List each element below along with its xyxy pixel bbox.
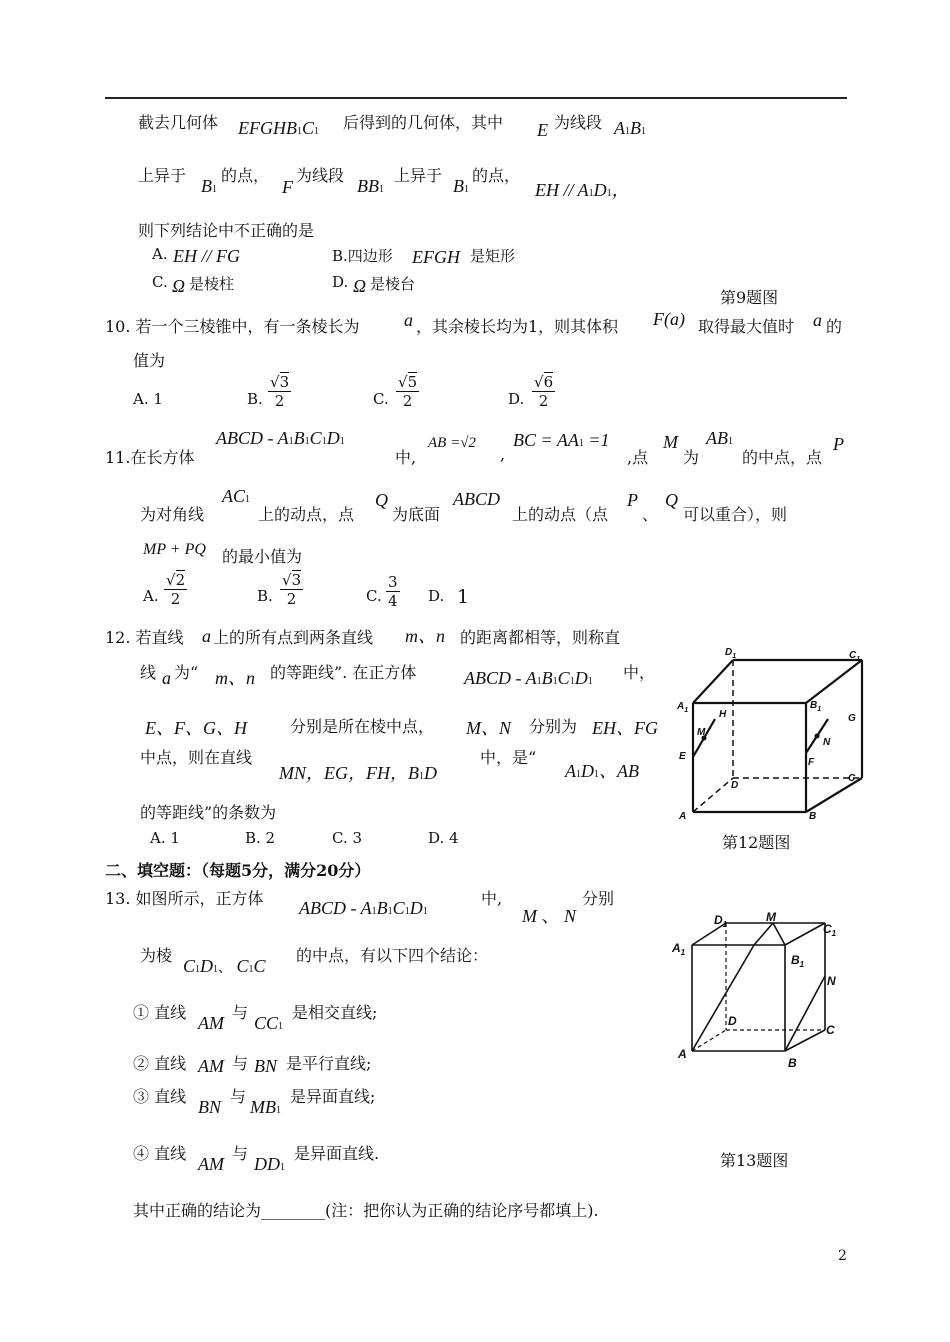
q10-option-a: A. 1 [133, 390, 163, 408]
q12-line4-a: 中点，则在直线 [140, 748, 253, 767]
svg-text:C1: $C_1$ [849, 650, 861, 663]
q13-am-3: AM [198, 1154, 224, 1174]
q12-cube-figure [675, 645, 865, 830]
q9-segment-a1b1: A1B1 [614, 118, 646, 138]
q9-omega-c: Ω [172, 276, 186, 296]
q9-point-e: E [537, 120, 548, 140]
q12-efgh: E、F、G、H [145, 718, 247, 738]
q12-solid: ABCD - A1B1C1D1 [464, 668, 593, 688]
q11-option-c-frac: $\frac{3}{4}$ [388, 573, 398, 610]
svg-text:D: D [731, 780, 739, 791]
q12-line3-b: 分别为 [529, 717, 578, 736]
q9-point-f: F [282, 177, 293, 197]
q10-option-c-frac: $\frac{√5}{2}$ [398, 373, 418, 410]
q11-line1-e: 为 [683, 448, 700, 467]
q11-point-p2: P [627, 490, 638, 510]
q11-line2-b: 上的动点，点 [258, 505, 355, 524]
q10-var-a: a [404, 310, 413, 330]
q12-m-n-2: m、n [215, 668, 255, 688]
q9-line2-d: 上异于 [394, 166, 443, 185]
q9-option-a-math: EH // FG [173, 246, 240, 266]
svg-text:D1: $D_1$ [714, 913, 728, 929]
q13-conclusion-1-b: 与 [232, 1003, 249, 1022]
q11-line1-b: 中, [395, 448, 417, 467]
q11-ac1: AC1 [222, 486, 251, 506]
q13-line1-b: 中, [481, 889, 503, 908]
svg-text:A1: $A_1$ [677, 701, 689, 714]
q11-line1-d: ,点 [627, 448, 649, 467]
svg-text:F: F [808, 757, 815, 768]
q11-line1-f: 的中点，点 [742, 448, 823, 467]
q12-line1-b: 上的所有点到两条直线 [213, 628, 374, 647]
q12-line1-a: 12. 若直线 [105, 628, 184, 647]
svg-text:M: M [697, 727, 706, 738]
q11-option-d-value: 1 [457, 586, 470, 608]
q9-option-c-end: 是棱柱 [189, 275, 235, 293]
q13-cc1: CC1 [254, 1013, 284, 1033]
q12-option-a: A. 1 [150, 829, 180, 847]
q12-line5: 的等距线”的条数为 [140, 803, 277, 822]
q9-figure-caption: 第9题图 [720, 288, 779, 307]
q12-option-c: C. 3 [332, 829, 363, 847]
q10-line1-d: 的 [826, 317, 843, 336]
q9-omega-d: Ω [353, 276, 367, 296]
q13-conclusion-2-c: 是平行直线; [286, 1054, 372, 1073]
q9-seg-label: 为线段 [554, 113, 603, 132]
q11-point-q: Q [375, 490, 388, 510]
q13-conclusion-3-c: 是异面直线; [290, 1087, 376, 1106]
q13-conclusion-3-b: 与 [230, 1087, 247, 1106]
q13-bn-1: BN [254, 1056, 278, 1076]
q13-conclusion-3-a: ③ 直线 [133, 1087, 187, 1106]
q13-line1-a: 13. 如图所示，正方体 [105, 889, 264, 908]
q13-conclusion-2-a: ② 直线 [133, 1054, 187, 1073]
q12-line2-c: 的等距线”. 在正方体 [270, 663, 417, 682]
q10-line1-a: 10. 若一个三棱锥中，有一条棱长为 [105, 317, 360, 336]
page-number: 2 [838, 1248, 847, 1264]
q12-lines: MN，EG，FH，B1D [279, 763, 437, 783]
q9-line2-b: 的点， [221, 166, 270, 185]
q11-option-a-frac: $\frac{√2}{2}$ [166, 571, 186, 608]
q11-line2-e: 、 [642, 505, 659, 524]
q13-conclusion-1-a: ① 直线 [133, 1003, 187, 1022]
q9-line2-a: 上异于 [138, 166, 187, 185]
q12-a1d1-ab: A1D1、AB [565, 761, 639, 781]
top-rule [105, 97, 847, 99]
q12-var-a: a [202, 626, 211, 646]
svg-text:A: A [679, 811, 687, 822]
q12-option-b: B. 2 [245, 829, 276, 847]
q11-option-d: D. [428, 587, 445, 605]
q11-option-c: C. [366, 587, 382, 605]
q10-line2: 值为 [133, 351, 166, 370]
q9-option-b-math: EFGH [412, 247, 460, 267]
svg-text:B: B [809, 811, 817, 822]
svg-text:A1: $A_1$ [672, 941, 686, 957]
q12-line2-d: 中， [623, 663, 656, 682]
q9-b1-a: B1 [201, 176, 217, 196]
svg-text:C: C [826, 1023, 835, 1037]
q9-option-b-end: 是矩形 [470, 247, 516, 265]
q9-option-d: D. [332, 273, 349, 291]
q11-line2-d: 上的动点（点 [512, 505, 609, 524]
svg-text:B1: $B_1$ [791, 953, 805, 969]
q12-line1-c: 的距离都相等，则称直 [460, 628, 621, 647]
q9-solid-label: EFGHB1C1 [238, 118, 319, 138]
svg-text:C1: $C_1$ [823, 922, 837, 938]
q11-line3: 的最小值为 [222, 547, 303, 566]
q11-ab-sqrt2: AB =√2 [428, 435, 476, 451]
q9-line1: 截去几何体 [138, 113, 219, 132]
q12-eh-fg: EH、FG [592, 718, 658, 738]
q10-option-c: C. [373, 390, 389, 408]
q10-line1-c: 取得最大值时 [698, 317, 795, 336]
q12-line3-a: 分别是所在棱中点， [290, 717, 435, 736]
q9-b1-b: B1 [453, 176, 469, 196]
q11-mp-pq: MP + PQ [143, 541, 206, 558]
q10-option-d: D. [508, 390, 525, 408]
q13-am-1: AM [198, 1013, 224, 1033]
q10-option-b-frac: $\frac{√3}{2}$ [270, 373, 290, 410]
q13-dd1: DD1 [254, 1154, 285, 1174]
q9-option-b: B.四边形 [332, 247, 393, 265]
svg-text:A: A [678, 1047, 687, 1061]
q9-line2-e: 的点， [472, 166, 521, 185]
q11-solid: ABCD - A1B1C1D1 [216, 428, 345, 448]
q9-option-a: A. [152, 245, 168, 263]
svg-text:N: N [827, 974, 836, 988]
svg-text:C: C [848, 773, 856, 784]
q12-line2-a: 线 [140, 663, 157, 682]
q12-m-n-points: M、N [466, 718, 511, 738]
q10-option-b: B. [247, 390, 263, 408]
q12-option-d: D. 4 [428, 829, 459, 847]
q13-am-2: AM [198, 1056, 224, 1076]
svg-text:D1: $D_1$ [725, 647, 737, 660]
q12-figure-caption: 第12题图 [722, 833, 791, 852]
q12-line2-b: 为“ [174, 663, 199, 682]
q13-line2-b: 的中点，有以下四个结论： [296, 946, 489, 965]
svg-text:H: H [719, 709, 727, 720]
q9-line2-c: 为线段 [296, 166, 345, 185]
q9-eh-parallel-a1d1: EH // A1D1， [535, 180, 630, 200]
q11-option-b-frac: $\frac{√3}{2}$ [282, 571, 302, 608]
q13-m-n: M 、 N [522, 906, 577, 926]
q9-line3: 则下列结论中不正确的是 [138, 221, 315, 240]
q11-option-b: B. [257, 587, 273, 605]
q10-option-d-frac: $\frac{√6}{2}$ [534, 373, 554, 410]
svg-text:G: G [848, 713, 856, 724]
svg-text:B: B [788, 1056, 797, 1070]
q13-mb1: MB1 [250, 1097, 281, 1117]
svg-text:D: D [728, 1014, 737, 1028]
q9-option-c: C. [152, 273, 168, 291]
q10-line1-b: ，其余棱长均为1，则其体积 [416, 317, 619, 336]
q11-line2-f: 可以重合），则 [683, 505, 788, 524]
q11-option-a: A. [143, 587, 159, 605]
q13-line2-a: 为棱 [140, 946, 173, 965]
q13-figure-caption: 第13题图 [720, 1151, 789, 1170]
q11-ab1: AB1 [706, 428, 733, 448]
q13-line1-c: 分别 [582, 889, 615, 908]
q13-bn-2: BN [198, 1097, 222, 1117]
q11-point-p: P [833, 434, 844, 454]
svg-text:N: N [823, 737, 831, 748]
q13-edges: C1D1、 C1C [183, 956, 266, 976]
q11-line1-c: , [500, 445, 506, 464]
svg-text:B1: $B_1$ [810, 700, 822, 713]
q11-bc-aa1: BC = AA1 =1 [513, 430, 610, 450]
q13-solid: ABCD - A1B1C1D1 [299, 898, 428, 918]
q9-bb1: BB1 [357, 176, 384, 196]
q11-line1-a: 11.在长方体 [105, 448, 195, 467]
q13-conclusion-2-b: 与 [232, 1054, 249, 1073]
q12-m-n: m、n [405, 626, 445, 646]
q10-fa: F(a) [653, 309, 685, 329]
q10-var-a2: a [813, 310, 822, 330]
q13-conclusion-1-c: 是相交直线; [292, 1003, 378, 1022]
q13-conclusion-4-c: 是异面直线. [294, 1144, 380, 1163]
svg-text:E: E [679, 751, 686, 762]
q13-conclusion-4-a: ④ 直线 [133, 1144, 187, 1163]
q13-cube-figure [670, 910, 850, 1075]
section-title-fill-in: 二、填空题：（每题5分，满分20分） [105, 861, 371, 880]
q9-option-d-end: 是棱台 [370, 275, 416, 293]
q11-line2-a: 为对角线 [140, 505, 205, 524]
q9-line1-mid: 后得到的几何体，其中 [343, 113, 504, 132]
q11-point-q2: Q [665, 490, 678, 510]
q11-abcd: ABCD [453, 489, 500, 509]
svg-text:M: M [766, 910, 776, 924]
q11-point-m: M [663, 432, 678, 452]
q12-var-a2: a [162, 668, 171, 688]
q11-line2-c: 为底面 [392, 505, 441, 524]
q13-conclusion-4-b: 与 [232, 1144, 249, 1163]
q13-ending: 其中正确的结论为________(注：把你认为正确的结论序号都填上). [133, 1201, 599, 1220]
q12-line4-b: 中，是“ [480, 748, 537, 767]
